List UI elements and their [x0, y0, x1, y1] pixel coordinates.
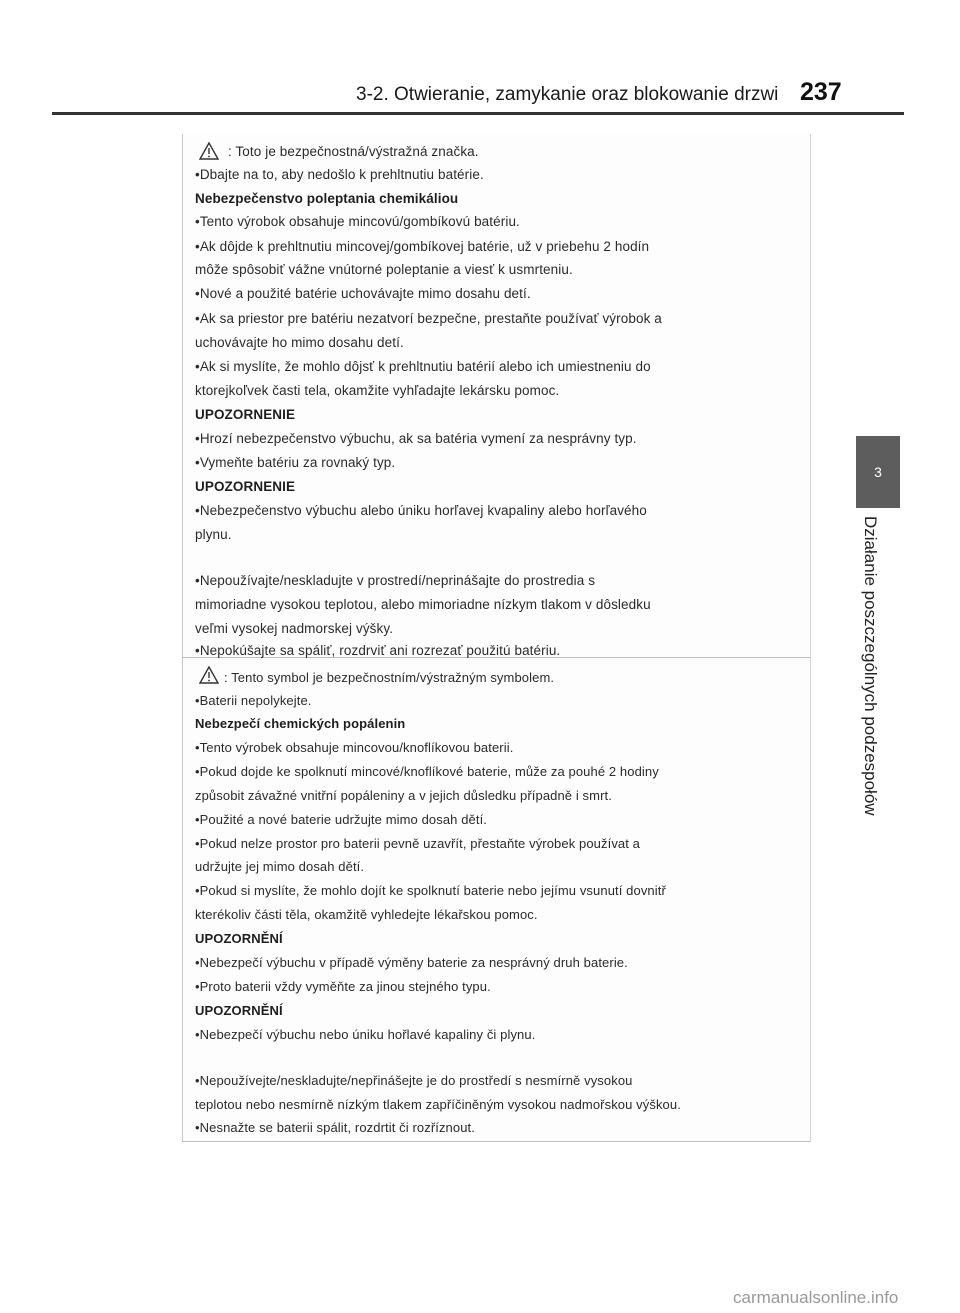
text-line: •Ak dôjde k prehltnutiu mincovej/gombíkovej batérie, už v priebehu 2 hodín [195, 239, 650, 254]
header-rule [52, 112, 904, 115]
text-line: •Nebezpečenstvo výbuchu alebo úniku horľavej kvapaliny alebo horľavého [195, 503, 647, 518]
text-line: kterékoliv části těla, okamžitě vyhledejte lékařskou pomoc. [195, 907, 538, 922]
text-line: •Nové a použité batérie uchovávajte mimo dosahu detí. [195, 286, 531, 301]
chapter-number: 3 [874, 464, 882, 480]
text-line: •Nepoužívajte/neskladujte v prostredí/neprinášajte do prostredia s [195, 573, 596, 588]
chapter-tab [856, 436, 900, 508]
text-line: •Tento výrobek obsahuje mincovou/knoflíkovou baterii. [195, 740, 514, 755]
text-line: •Dbajte na to, aby nedošlo k prehltnutiu batérie. [195, 167, 484, 182]
text-line: •Pokud nelze prostor pro baterii pevně uzavřít, přestaňte výrobek používat a [195, 836, 641, 851]
text-line: veľmi vysokej nadmorskej výšky. [195, 621, 394, 636]
running-header-title: 3-2. Otwieranie, zamykanie oraz blokowanie drzwi [356, 84, 779, 105]
text-line: •Proto baterii vždy vyměňte za jinou stejného typu. [195, 979, 491, 994]
text-line: •Hrozí nebezpečenstvo výbuchu, ak sa batéria vymení za nesprávny typ. [195, 431, 637, 446]
insert-bottom-border [182, 1141, 810, 1142]
text-line: teplotou nebo nesmírně nízkým tlakem zapříčiněným vysokou nadmořskou výškou. [195, 1097, 681, 1112]
warning-triangle-icon [199, 666, 219, 684]
section-heading: UPOZORNĚNÍ [195, 931, 283, 946]
section-heading: UPOZORNĚNÍ [195, 1003, 283, 1018]
watermark: carmanualsonline.info [733, 1288, 899, 1307]
text-line: •Nepoužívejte/neskladujte/nepřinášejte je do prostředí s nesmírně vysokou [195, 1073, 633, 1088]
text-line: plynu. [195, 527, 232, 542]
chapter-label: Działanie poszczególnych podzespołów [861, 516, 880, 816]
text-line: •Pokud si myslíte, že mohlo dojít ke spolknutí baterie nebo jejímu vsunutí dovnitř [195, 883, 666, 898]
text-line: •Baterii nepolykejte. [195, 693, 312, 708]
section-heading: Nebezpečenstvo poleptania chemikáliou [195, 191, 459, 206]
warning-triangle-icon [199, 142, 219, 160]
text-line: udržujte jej mimo dosah dětí. [195, 859, 365, 874]
text-line: •Tento výrobok obsahuje mincovú/gombíkovú batériu. [195, 214, 520, 229]
page-number: 237 [800, 78, 842, 106]
text-line: •Použité a nové baterie udržujte mimo dosah dětí. [195, 812, 488, 827]
section-heading: UPOZORNENIE [195, 479, 296, 494]
section-heading: Nebezpečí chemických popálenin [195, 716, 406, 731]
text-line: •Ak sa priestor pre batériu nezatvorí bezpečne, prestaňte používať výrobok a [195, 311, 662, 326]
text-line: •Ak si myslíte, že mohlo dôjsť k prehltnutiu batérií alebo ich umiestneniu do [195, 359, 651, 374]
symbol-note-sk: : Toto je bezpečnostná/výstražná značka. [228, 144, 479, 159]
text-line: •Nesnažte se baterii spálit, rozdrtit či rozříznout. [195, 1120, 475, 1135]
text-line: způsobit závažné vnitřní popáleniny a v jejich důsledku případně i smrt. [195, 788, 612, 803]
symbol-note-cz: : Tento symbol je bezpečnostním/výstražným symbolem. [224, 670, 555, 685]
text-line: •Nebezpečí výbuchu v případě výměny baterie za nesprávný druh baterie. [195, 955, 628, 970]
text-line: •Nebezpečí výbuchu nebo úniku hořlavé kapaliny či plynu. [195, 1027, 536, 1042]
text-line: •Nepokúšajte sa spáliť, rozdrviť ani rozrezať použitú batériu. [195, 643, 561, 658]
text-line: mimoriadne vysokou teplotou, alebo mimoriadne nízkym tlakom v dôsledku [195, 597, 651, 612]
text-line: ktorejkoľvek časti tela, okamžite vyhľadajte lekársku pomoc. [195, 383, 560, 398]
text-line: uchovávajte ho mimo dosahu detí. [195, 335, 404, 350]
text-line: •Pokud dojde ke spolknutí mincové/knoflíkové baterie, může za pouhé 2 hodiny [195, 764, 659, 779]
text-line: môže spôsobiť vážne vnútorné poleptanie a viesť k usmrteniu. [195, 262, 573, 277]
section-heading: UPOZORNENIE [195, 407, 296, 422]
text-line: •Vymeňte batériu za rovnaký typ. [195, 455, 396, 470]
